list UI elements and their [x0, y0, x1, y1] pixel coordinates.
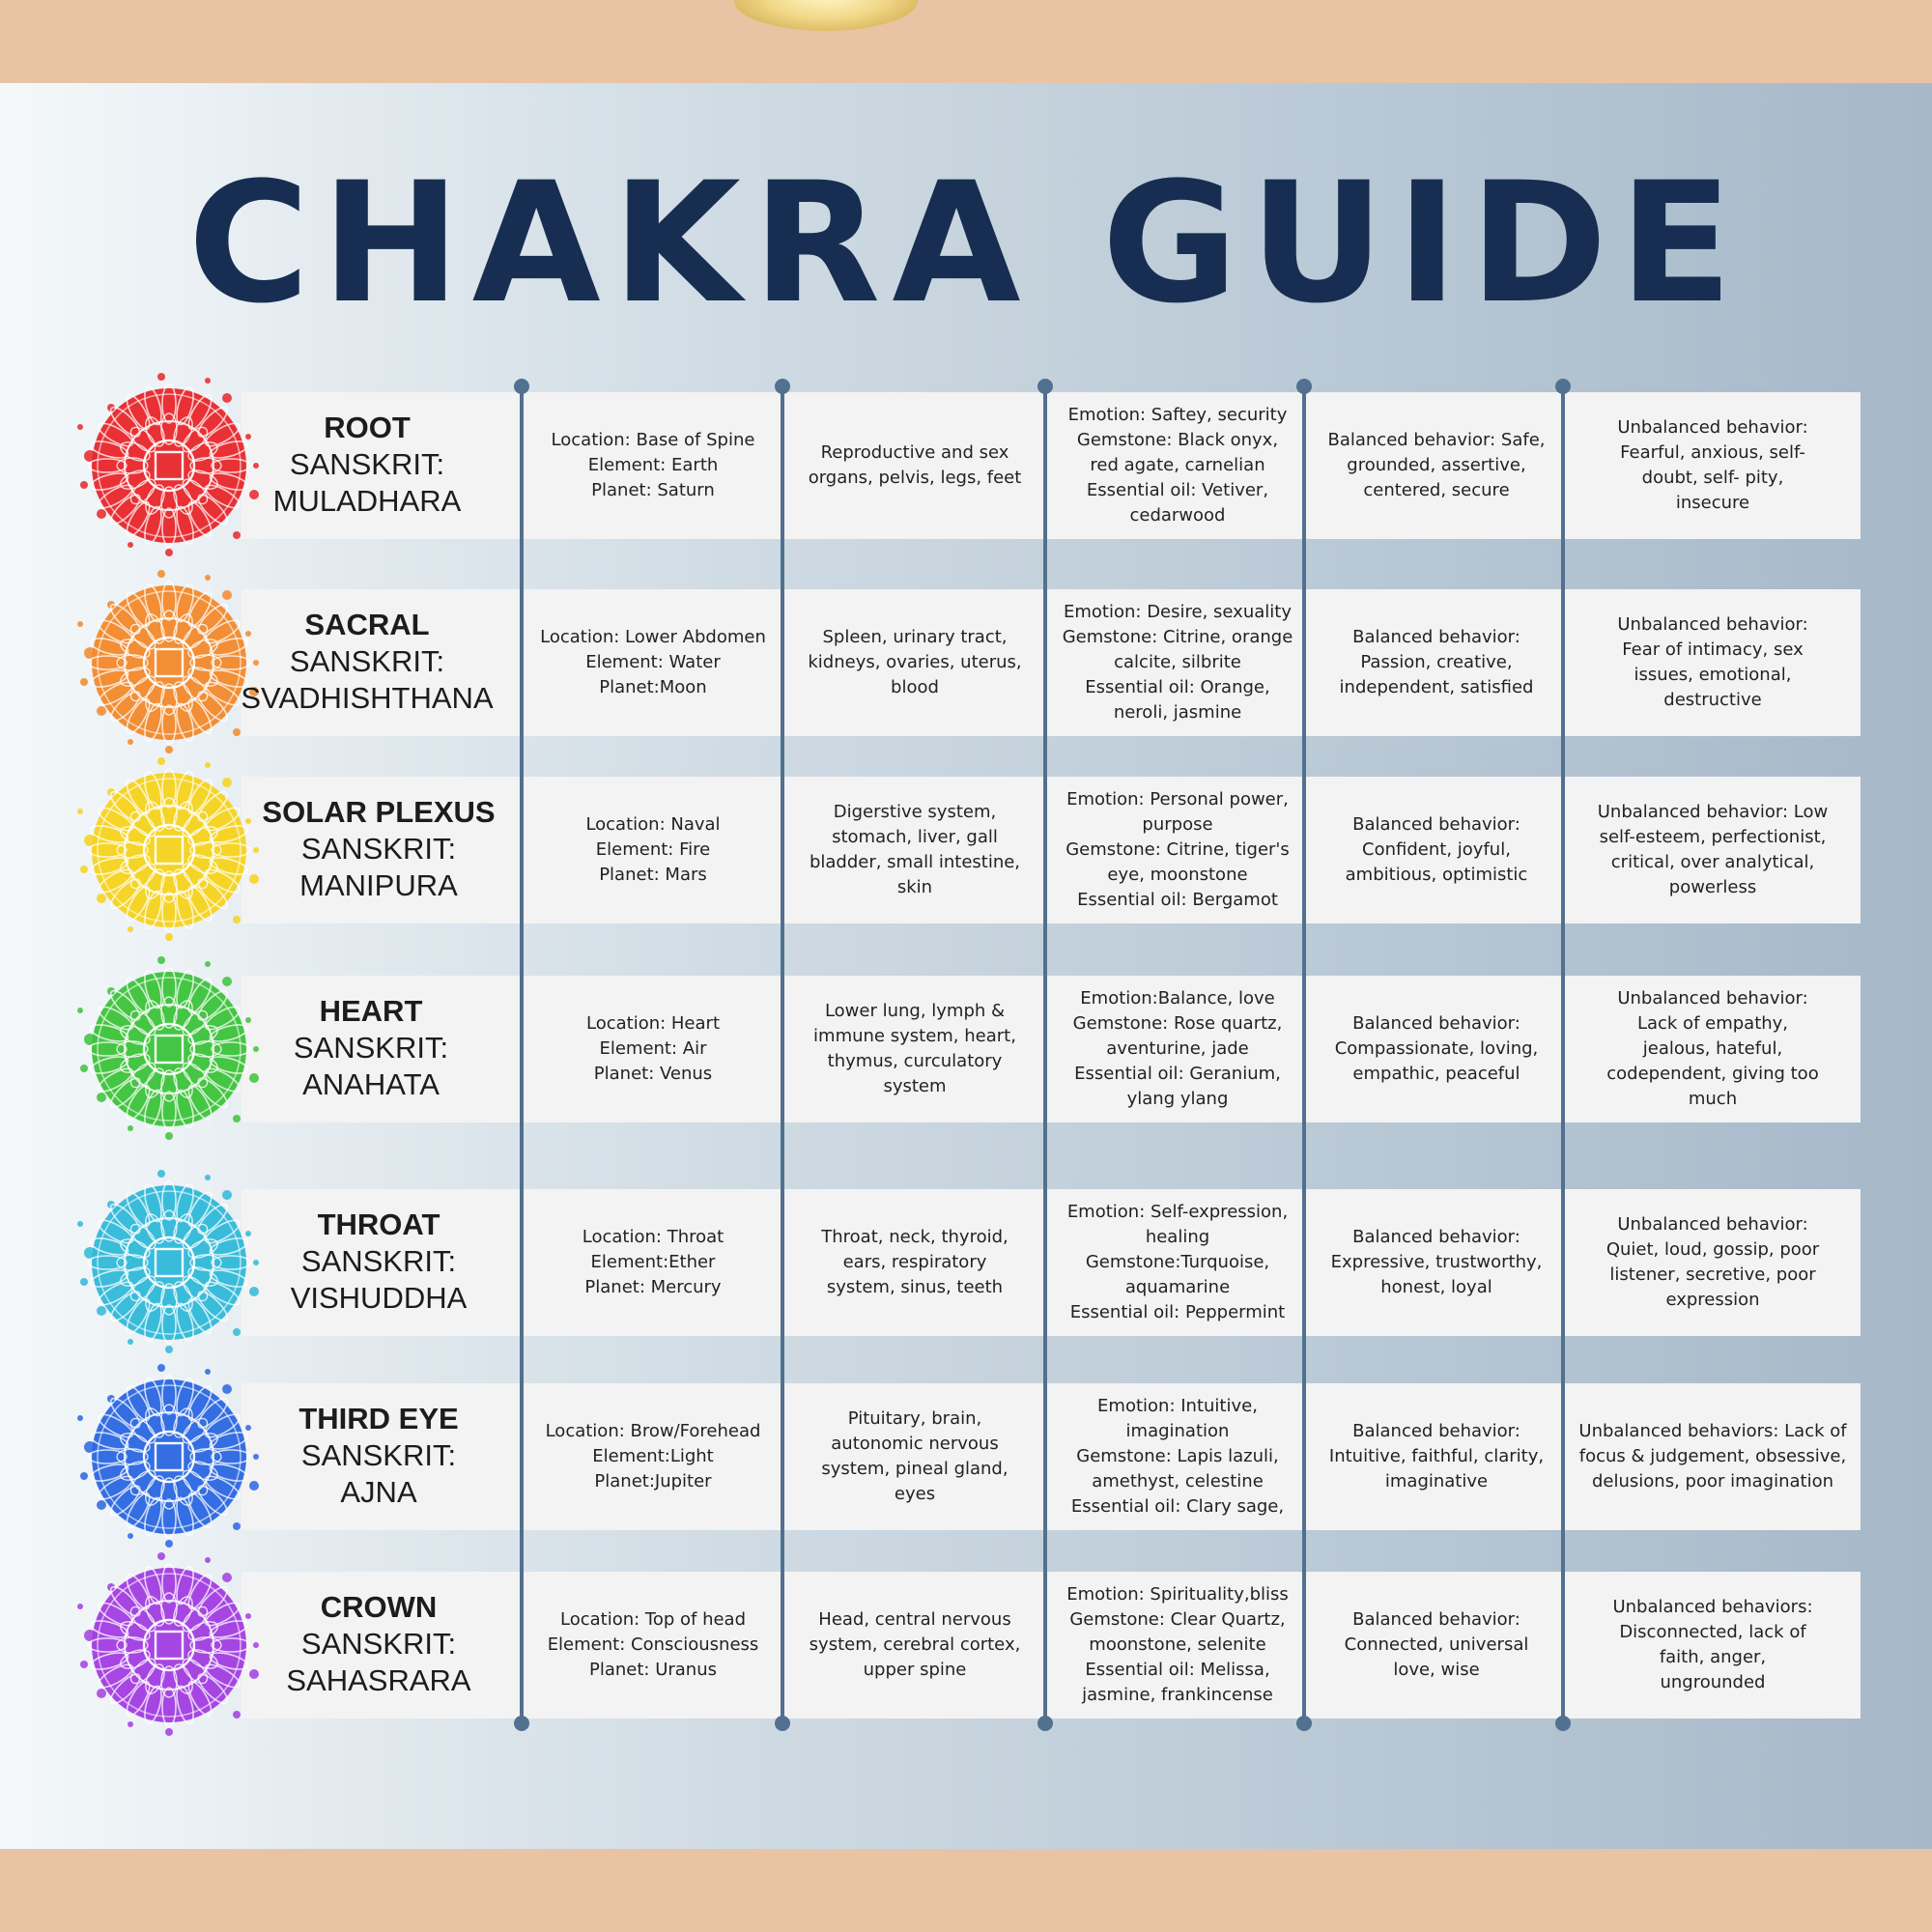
cell-line: Confident, joyful,: [1362, 839, 1511, 860]
cell-line: powerless: [1668, 877, 1757, 897]
cell-line: grounded, assertive,: [1347, 455, 1526, 475]
cell-line: Fear of intimacy, sex: [1622, 639, 1804, 660]
cell-line: Planet: Mars: [599, 865, 707, 885]
cell-text: [1335, 1011, 1539, 1087]
cell-line: upper spine: [863, 1660, 967, 1680]
cell-line: organs, pelvis, legs, feet: [808, 468, 1022, 488]
cell-line: Fearful, anxious, self-: [1620, 442, 1805, 463]
body-cell: [784, 777, 1045, 923]
cell-line: imaginative: [1384, 1471, 1489, 1492]
cell-line: purpose: [1142, 814, 1213, 835]
cell-line: Element:Ether: [590, 1252, 716, 1272]
cell-line: Location: Heart: [585, 1013, 720, 1034]
cell-line: Connected, universal: [1344, 1634, 1529, 1655]
divider-dot: [1296, 379, 1312, 394]
unbalanced-cell: [1565, 777, 1861, 923]
cell-text: [1067, 1200, 1288, 1325]
cell-text: [1617, 415, 1807, 516]
cell-text: [1340, 625, 1534, 700]
cell-line: Location: Top of head: [559, 1609, 747, 1630]
details-cell: [1047, 1189, 1308, 1336]
crystal-decoration: [734, 0, 918, 31]
cell-text: [1617, 612, 1807, 713]
cell-line: Planet: Uranus: [588, 1660, 717, 1680]
divider-dot: [514, 379, 529, 394]
cell-line: Unbalanced behavior:: [1617, 1214, 1808, 1235]
cell-line: jealous, hateful,: [1642, 1038, 1783, 1059]
cell-line: bladder, small intestine,: [809, 852, 1021, 872]
chakra-name-block: [234, 1589, 524, 1699]
cell-line: Balanced behavior:: [1352, 1013, 1520, 1034]
balanced-cell: [1308, 1189, 1565, 1336]
cell-line: Location: Naval: [585, 814, 721, 835]
cell-line: Unbalanced behavior:: [1617, 614, 1808, 635]
cell-text: [582, 1225, 724, 1300]
location-cell: [522, 976, 784, 1122]
sanskrit-label: SANSKRIT:: [300, 1627, 457, 1661]
cell-line: red agate, carnelian: [1090, 455, 1265, 475]
cell-line: Planet: Mercury: [584, 1277, 722, 1297]
cell-line: Spleen, urinary tract,: [822, 627, 1008, 647]
cell-line: Unbalanced behavior: Low: [1597, 802, 1829, 822]
cell-text: [1073, 986, 1283, 1112]
cell-line: eye, moonstone: [1107, 865, 1248, 885]
cell-line: faith, anger,: [1659, 1647, 1767, 1667]
cell-line: Balanced behavior:: [1352, 1227, 1520, 1247]
divider-dot: [1037, 1716, 1053, 1731]
cell-line: stomach, liver, gall: [832, 827, 998, 847]
cell-text: [810, 1607, 1021, 1683]
cell-text: [1331, 1225, 1543, 1300]
cell-line: ears, respiratory: [842, 1252, 987, 1272]
location-cell: [522, 589, 784, 736]
location-cell: [522, 777, 784, 923]
cell-line: Essential oil: Bergamot: [1077, 890, 1278, 910]
cell-line: thymus, curculatory: [827, 1051, 1003, 1071]
cell-line: independent, satisfied: [1339, 677, 1534, 697]
unbalanced-cell: [1565, 589, 1861, 736]
unbalanced-cell: [1565, 392, 1861, 539]
unbalanced-cell: [1565, 976, 1861, 1122]
cell-line: Disconnected, lack of: [1619, 1622, 1806, 1642]
chakra-name: THROAT: [317, 1208, 440, 1241]
cell-line: Element: Air: [599, 1038, 707, 1059]
balanced-cell: [1308, 589, 1565, 736]
cell-line: Pituitary, brain,: [847, 1408, 982, 1429]
cell-text: [1578, 1419, 1846, 1494]
sanskrit-label: SANSKRIT:: [300, 1244, 457, 1278]
cell-line: neroli, jasmine: [1113, 702, 1242, 723]
cell-line: Essential oil: Geranium,: [1074, 1064, 1281, 1084]
cell-text: [821, 1225, 1008, 1300]
sanskrit-name: MULADHARA: [272, 484, 462, 518]
cell-line: amethyst, celestine: [1092, 1471, 1264, 1492]
body-cell: [784, 1572, 1045, 1719]
sanskrit-label: SANSKRIT:: [293, 1031, 449, 1065]
cell-line: Unbalanced behaviors:: [1612, 1597, 1813, 1617]
cell-line: Gemstone: Lapis lazuli,: [1076, 1446, 1279, 1466]
cell-line: aquamarine: [1124, 1277, 1231, 1297]
cell-line: Essential oil: Orange,: [1085, 677, 1270, 697]
cell-line: Essential oil: Clary sage,: [1070, 1496, 1285, 1517]
unbalanced-cell: [1565, 1383, 1861, 1530]
body-cell: [784, 1189, 1045, 1336]
cell-line: Emotion: Intuitive,: [1097, 1396, 1258, 1416]
cell-line: critical, over analytical,: [1610, 852, 1815, 872]
cell-text: [1071, 1394, 1284, 1520]
cell-line: issues, emotional,: [1634, 665, 1792, 685]
location-cell: [522, 392, 784, 539]
cell-line: honest, loyal: [1380, 1277, 1492, 1297]
divider-dot: [1555, 1716, 1571, 1731]
divider-dot: [514, 1716, 529, 1731]
cell-line: self-esteem, perfectionist,: [1599, 827, 1827, 847]
location-cell: [522, 1572, 784, 1719]
column-divider: [781, 386, 784, 1723]
sanskrit-label: SANSKRIT:: [289, 644, 445, 678]
cell-text: [548, 1607, 759, 1683]
cell-text: [1606, 986, 1818, 1112]
cell-line: system, pineal gland,: [821, 1459, 1009, 1479]
sanskrit-name: ANAHATA: [302, 1067, 440, 1101]
cell-line: healing: [1145, 1227, 1210, 1247]
chakra-name-block: [222, 410, 512, 520]
cell-text: [1329, 1419, 1544, 1494]
sanskrit-name: AJNA: [340, 1475, 417, 1509]
cell-line: Element: Fire: [595, 839, 711, 860]
cell-line: skin: [896, 877, 933, 897]
cell-line: Emotion: Saftey, security: [1067, 405, 1288, 425]
details-cell: [1047, 392, 1308, 539]
column-divider: [1302, 386, 1306, 1723]
cell-line: doubt, self- pity,: [1641, 468, 1784, 488]
divider-dot: [1037, 379, 1053, 394]
details-cell: [1047, 1572, 1308, 1719]
body-cell: [784, 392, 1045, 539]
cell-line: expression: [1665, 1290, 1760, 1310]
cell-line: jasmine, frankincense: [1082, 1685, 1273, 1705]
sanskrit-label: SANSKRIT:: [300, 1438, 457, 1472]
cell-text: [821, 1406, 1008, 1507]
divider-dot: [775, 1716, 790, 1731]
cell-line: autonomic nervous: [831, 1434, 999, 1454]
details-cell: [1047, 777, 1308, 923]
cell-line: destructive: [1663, 690, 1762, 710]
cell-line: Emotion: Desire, sexuality: [1064, 602, 1292, 622]
cell-line: eyes: [894, 1484, 936, 1504]
chakra-name-block: [234, 794, 524, 904]
cell-line: Unbalanced behavior:: [1617, 417, 1808, 438]
cell-text: [1612, 1595, 1812, 1695]
cell-line: Essential oil: Vetiver,: [1086, 480, 1269, 500]
cell-text: [809, 440, 1022, 491]
cell-line: ungrounded: [1660, 1672, 1766, 1692]
cell-line: Balanced behavior: Safe,: [1327, 430, 1546, 450]
cell-line: system: [883, 1076, 947, 1096]
cell-line: Gemstone: Rose quartz,: [1072, 1013, 1283, 1034]
details-cell: [1047, 976, 1308, 1122]
cell-line: Emotion:Balance, love: [1080, 988, 1275, 1009]
balanced-cell: [1308, 976, 1565, 1122]
cell-line: Location: Brow/Forehead: [545, 1421, 761, 1441]
cell-line: Planet:Jupiter: [594, 1471, 712, 1492]
cell-line: Element: Consciousness: [547, 1634, 759, 1655]
cell-line: delusions, poor imagination: [1591, 1471, 1833, 1492]
cell-line: Lack of empathy,: [1636, 1013, 1789, 1034]
location-cell: [522, 1189, 784, 1336]
cell-line: kidneys, ovaries, uterus,: [808, 652, 1022, 672]
column-divider: [520, 386, 524, 1723]
cell-line: focus & judgement, obsessive,: [1578, 1446, 1847, 1466]
cell-line: system, sinus, teeth: [826, 1277, 1004, 1297]
cell-line: Balanced behavior:: [1352, 627, 1520, 647]
cell-text: [540, 625, 766, 700]
chakra-name-block: [234, 1401, 524, 1511]
cell-line: Essential oil: Melissa,: [1085, 1660, 1270, 1680]
cell-line: Gemstone: Citrine, orange: [1062, 627, 1293, 647]
cell-line: Location: Throat: [582, 1227, 724, 1247]
cell-line: Intuitive, faithful, clarity,: [1328, 1446, 1545, 1466]
cell-line: Location: Base of Spine: [551, 430, 755, 450]
cell-text: [1598, 800, 1829, 900]
balanced-cell: [1308, 777, 1565, 923]
cell-line: Element: Water: [585, 652, 721, 672]
cell-text: [586, 1011, 720, 1087]
cell-text: [1063, 600, 1293, 725]
cell-line: Head, central nervous: [818, 1609, 1011, 1630]
cell-line: Balanced behavior:: [1352, 1609, 1520, 1630]
cell-line: moonstone, selenite: [1089, 1634, 1266, 1655]
unbalanced-cell: [1565, 1189, 1861, 1336]
cell-line: immune system, heart,: [813, 1026, 1016, 1046]
details-cell: [1047, 1383, 1308, 1530]
cell-text: [1606, 1212, 1819, 1313]
cell-line: Planet: Saturn: [591, 480, 715, 500]
page-title: CHAKRA GUIDE: [187, 146, 1745, 340]
cell-line: Digerstive system,: [833, 802, 997, 822]
cell-line: Element: Earth: [587, 455, 719, 475]
column-divider: [1561, 386, 1565, 1723]
cell-line: codependent, giving too: [1606, 1064, 1819, 1084]
cell-line: Planet: Venus: [593, 1064, 713, 1084]
cell-line: ambitious, optimistic: [1345, 865, 1528, 885]
details-cell: [1047, 589, 1308, 736]
chakra-name: THIRD EYE: [298, 1402, 459, 1435]
cell-line: Balanced behavior:: [1352, 814, 1520, 835]
cell-line: Gemstone:Turquoise,: [1085, 1252, 1270, 1272]
sanskrit-name: VISHUDDHA: [290, 1281, 468, 1315]
cell-line: Gemstone: Clear Quartz,: [1069, 1609, 1286, 1630]
cell-line: much: [1688, 1089, 1738, 1109]
cell-line: Gemstone: Black onyx,: [1076, 430, 1279, 450]
chakra-name: SACRAL: [304, 608, 430, 641]
balanced-cell: [1308, 392, 1565, 539]
cell-line: Expressive, trustworthy,: [1330, 1252, 1543, 1272]
cell-line: Balanced behavior:: [1352, 1421, 1520, 1441]
cell-text: [1346, 812, 1528, 888]
chakra-name-block: [222, 607, 512, 717]
cell-line: Emotion: Spirituality,bliss: [1066, 1584, 1289, 1605]
chakra-name-block: [234, 1207, 524, 1317]
cell-line: Emotion: Personal power,: [1066, 789, 1289, 810]
cell-line: Passion, creative,: [1360, 652, 1513, 672]
balanced-cell: [1308, 1383, 1565, 1530]
cell-line: Unbalanced behavior:: [1617, 988, 1808, 1009]
cell-line: listener, secretive, poor: [1609, 1264, 1816, 1285]
sanskrit-name: MANIPURA: [299, 868, 458, 902]
chakra-name: HEART: [319, 994, 423, 1028]
chakra-name: SOLAR PLEXUS: [262, 795, 496, 829]
body-cell: [784, 589, 1045, 736]
cell-line: Reproductive and sex: [820, 442, 1009, 463]
balanced-cell: [1308, 1572, 1565, 1719]
cell-line: insecure: [1675, 493, 1750, 513]
chakra-name: ROOT: [324, 411, 411, 444]
sanskrit-label: SANSKRIT:: [300, 832, 457, 866]
cell-line: empathic, peaceful: [1352, 1064, 1520, 1084]
chakra-name: CROWN: [320, 1590, 438, 1624]
cell-line: Essential oil: Peppermint: [1069, 1302, 1286, 1322]
cell-text: [585, 812, 720, 888]
cell-text: [1328, 428, 1546, 503]
cell-line: love, wise: [1393, 1660, 1480, 1680]
cell-line: Compassionate, loving,: [1334, 1038, 1539, 1059]
divider-dot: [1296, 1716, 1312, 1731]
cell-line: Gemstone: Citrine, tiger's: [1065, 839, 1290, 860]
body-cell: [784, 1383, 1045, 1530]
cell-line: calcite, silbrite: [1114, 652, 1241, 672]
cell-text: [546, 1419, 761, 1494]
sanskrit-label: SANSKRIT:: [289, 447, 445, 481]
chakra-poster: [0, 83, 1932, 1849]
cell-text: [1065, 787, 1290, 913]
cell-line: Element:Light: [592, 1446, 714, 1466]
sanskrit-name: SVADHISHTHANA: [241, 681, 494, 715]
cell-text: [808, 625, 1021, 700]
cell-line: Lower lung, lymph &: [824, 1001, 1006, 1021]
cell-line: Quiet, loud, gossip, poor: [1605, 1239, 1820, 1260]
cell-line: Location: Lower Abdomen: [540, 627, 766, 647]
cell-line: Planet:Moon: [599, 677, 707, 697]
cell-line: cedarwood: [1129, 505, 1226, 526]
cell-line: aventurine, jade: [1106, 1038, 1249, 1059]
cell-line: ylang ylang: [1126, 1089, 1229, 1109]
location-cell: [522, 1383, 784, 1530]
cell-line: Throat, neck, thyroid,: [821, 1227, 1009, 1247]
column-divider: [1043, 386, 1047, 1723]
cell-text: [1345, 1607, 1529, 1683]
cell-line: Unbalanced behaviors: Lack of: [1578, 1421, 1847, 1441]
divider-dot: [1555, 379, 1571, 394]
cell-text: [813, 999, 1016, 1099]
cell-line: centered, secure: [1363, 480, 1510, 500]
sanskrit-name: SAHASRARA: [286, 1663, 471, 1697]
chakra-name-block: [226, 993, 516, 1103]
cell-text: [1068, 403, 1288, 528]
cell-text: [552, 428, 755, 503]
cell-line: Emotion: Self-expression,: [1066, 1202, 1289, 1222]
cell-line: blood: [891, 677, 939, 697]
body-cell: [784, 976, 1045, 1122]
cell-line: imagination: [1125, 1421, 1230, 1441]
unbalanced-cell: [1565, 1572, 1861, 1719]
cell-text: [810, 800, 1020, 900]
cell-text: [1066, 1582, 1289, 1708]
cell-line: system, cerebral cortex,: [809, 1634, 1021, 1655]
divider-dot: [775, 379, 790, 394]
